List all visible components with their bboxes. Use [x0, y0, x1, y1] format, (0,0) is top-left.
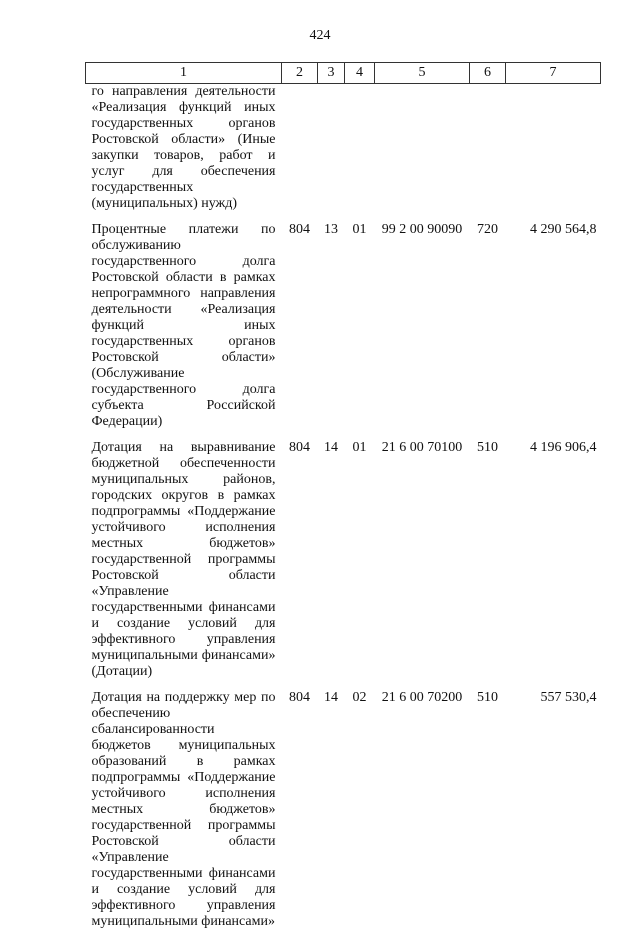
column-header: 2 [282, 63, 318, 84]
row-col5: 21 6 00 70200 [381, 690, 463, 705]
row-col5 [375, 84, 470, 221]
row-col5: 99 2 00 90090 [381, 222, 463, 237]
row-col2: 804 [289, 440, 310, 455]
row-col6: 510 [477, 690, 498, 705]
row-col6: 720 [477, 222, 498, 237]
table-row [86, 84, 601, 221]
column-header: 3 [318, 63, 345, 84]
row-col6 [470, 84, 506, 221]
row-description: Дотация на выравнивание бюджетной обеспеченности муниципальных районов, городских округов в рамках подпрограммы «Поддержание устойчивого исполнения местных бюджетов» государственной программы Ростовской области «Управление государственными финансами и создание условий для эффективного управления муниципальными финансами» (Дотации) [91, 440, 276, 679]
column-header: 4 [345, 63, 375, 84]
row-col3: 14 [324, 440, 338, 455]
page-number: 424 [309, 28, 331, 43]
row-col4: 02 [352, 690, 367, 705]
table-row [86, 220, 601, 438]
row-col5: 21 6 00 70100 [381, 440, 463, 455]
row-col7: 4 196 906,4 [530, 440, 597, 455]
row-description: Процентные платежи по обслуживанию государственного долга Ростовской области в рамках непрограммного направления деятельности «Реализация функций иных государственных органов Ростовской области» (Обслуживание государственного долга субъекта Российской Федерации) [91, 222, 276, 429]
column-header: 1 [86, 63, 282, 84]
row-col7: 4 290 564,8 [530, 222, 597, 237]
row-col3: 14 [324, 690, 338, 705]
row-description: Дотация на поддержку мер по обеспечению сбалансированности бюджетов муниципальных образований в рамках подпрограммы «Поддержание устойчивого исполнения местных бюджетов» государственной программы Ростовской области «Управление государственными финансами и создание условий для эффективного управления муниципальными финансами» [91, 690, 276, 929]
table-header-row [86, 63, 601, 84]
row-description: го направления деятельности «Реализация функций иных государственных органов Ростовской области» (Иные закупки товаров, работ и услуг для обеспечения государственных (муниципальных) нужд) [91, 84, 276, 211]
row-col2: 804 [289, 222, 310, 237]
row-col3: 13 [324, 222, 338, 237]
row-col7: 557 530,4 [540, 690, 597, 705]
row-col6: 510 [477, 440, 498, 455]
budget-table [85, 62, 601, 938]
row-col3 [318, 84, 345, 221]
column-header: 6 [470, 63, 506, 84]
row-col4: 01 [352, 440, 367, 455]
row-col7 [506, 84, 601, 221]
row-col4: 01 [352, 222, 367, 237]
column-header: 5 [375, 63, 470, 84]
column-header: 7 [506, 63, 601, 84]
table-row [86, 438, 601, 688]
row-col2 [282, 84, 318, 221]
row-col2: 804 [289, 690, 310, 705]
table-row [86, 688, 601, 938]
row-col4 [345, 84, 375, 221]
